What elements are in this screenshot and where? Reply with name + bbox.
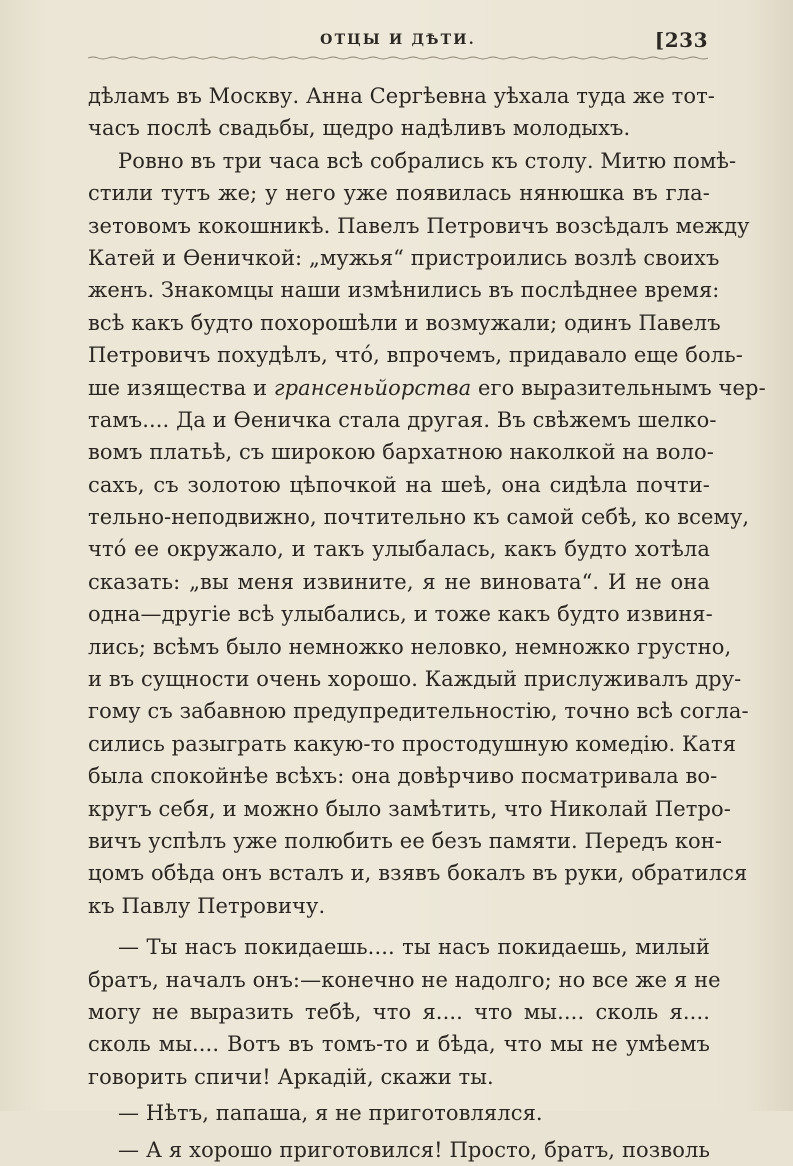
- text-line: говорить спичи! Аркадій, скажи ты.: [88, 1064, 494, 1089]
- text-line: женъ. Знакомцы наши измѣнились въ послѣднее время:: [88, 278, 720, 303]
- text-line: [88, 372, 766, 404]
- running-title: ОТЦЫ И ДѢТИ.: [320, 32, 476, 48]
- text-line: кругъ себя, и можно было замѣтить, что Николай Петро-: [88, 796, 731, 821]
- text-run: ше изящества и: [88, 375, 274, 400]
- text-line: Петровичъ похудѣлъ, что́, впрочемъ, придавало еще боль-: [88, 343, 743, 368]
- text-line: зетовомъ кокошникѣ. Павелъ Петровичъ возсѣдалъ между: [88, 213, 750, 238]
- text-line: и въ сущности очень хорошо. Каждый прислуживалъ дру-: [88, 667, 742, 692]
- text-line: могу не выразить тебѣ, что я.... что мы.... сколь я....: [88, 999, 710, 1024]
- text-line: Ровно въ три часа всѣ собрались къ столу. Митю помѣ-: [118, 148, 737, 173]
- text-line: дѣламъ въ Москву. Анна Сергѣевна уѣхала туда же тот-: [88, 84, 715, 108]
- header-rule: [88, 56, 708, 60]
- text-line: цомъ обѣда онъ всталъ и, взявъ бокалъ въ руки, обратился: [88, 861, 748, 886]
- text-line: одна—другіе всѣ улыбались, и тоже какъ будто извиня-: [88, 602, 713, 627]
- text-line: — Нѣтъ, папаша, я не приготовлялся.: [118, 1101, 543, 1126]
- text-line: тельно-неподвижно, почтительно къ самой себѣ, ко всему,: [88, 505, 750, 530]
- text-line: сахъ, съ золотою цѣпочкой на шеѣ, она сидѣла почти-: [88, 472, 710, 497]
- text-line: гому съ забавною предупредительностію, точно всѣ согла-: [88, 699, 749, 724]
- text-line: что́ ее окружало, и такъ улыбалась, какъ будто хотѣла: [88, 537, 710, 562]
- running-head: [88, 26, 708, 60]
- page-text: [88, 80, 766, 1166]
- text-line: часъ послѣ свадьбы, щедро надѣливъ молодыхъ.: [88, 116, 631, 141]
- text-line: — А я хорошо приготовился! Просто, братъ, позволь: [118, 1137, 710, 1162]
- text-line: всѣ какъ будто похорошѣли и возмужали; одинъ Павелъ: [88, 310, 721, 335]
- text-line: была спокойнѣе всѣхъ: она довѣрчиво посматривала во-: [88, 764, 718, 789]
- text-line: стили тутъ же; у него уже появилась нянюшка въ гла-: [88, 181, 710, 206]
- text-line: сказать: „вы меня извините, я не виновата“. И не она: [88, 569, 710, 594]
- text-run: его выразительнымъ чер-: [471, 375, 766, 400]
- italic-word: грансеньйорства: [273, 375, 472, 400]
- text-line: сились разыграть какую-то простодушную комедію. Катя: [88, 731, 737, 756]
- text-line: братъ, началъ онъ:—конечно не надолго; но все же я не: [88, 967, 721, 992]
- text-line: Катей и Ѳеничкой: „мужья“ пристроились возлѣ своихъ: [88, 245, 720, 270]
- text-line: вомъ платьѣ, съ широкою бархатною наколкой на воло-: [88, 440, 714, 465]
- text-line: тамъ.... Да и Ѳеничка стала другая. Въ свѣжемъ шелко-: [88, 407, 717, 432]
- text-line: къ Павлу Петровичу.: [88, 893, 326, 918]
- text-line: сколь мы.... Вотъ въ томъ-то и бѣда, что мы не умѣемъ: [88, 1032, 710, 1057]
- text-line: — Ты насъ покидаешь.... ты насъ покидаешь, милый: [118, 935, 710, 960]
- page-number: [233: [654, 28, 708, 52]
- text-line: лись; всѣмъ было немножко неловко, немножко грустно,: [88, 634, 732, 659]
- text-line: вичъ успѣлъ уже полюбить ее безъ памяти. Передъ кон-: [88, 828, 723, 853]
